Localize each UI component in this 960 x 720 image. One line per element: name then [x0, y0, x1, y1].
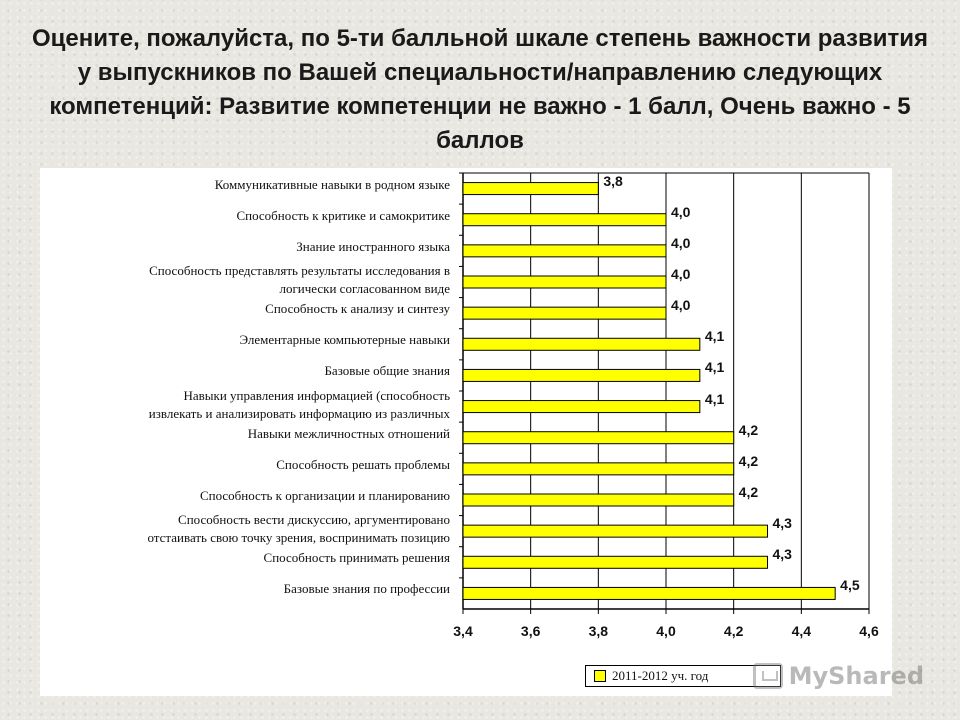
bar-value-label: 4,2	[738, 421, 759, 438]
bar-value-label: 4,2	[738, 452, 759, 469]
bar	[463, 245, 666, 257]
bar	[463, 369, 700, 381]
bar-value-label: 4,1	[704, 390, 725, 407]
bar-value-label: 4,2	[738, 484, 759, 500]
category-label	[30, 333, 450, 347]
category-label-line: Способность к анализу и синтезу	[265, 301, 450, 317]
category-label	[30, 458, 450, 472]
category-label	[30, 240, 450, 254]
legend-label: 2011-2012 уч. год	[612, 668, 709, 683]
category-label-line: отстаивать свою точку зрения, воспринимать позицию	[147, 530, 450, 546]
category-label-line: Способность принимать решения	[263, 550, 450, 566]
category-label-line: Способность решать проблемы	[276, 456, 450, 472]
bar-value-label: 3,8	[603, 172, 623, 189]
category-label-line: Способность к организации и планированию	[199, 488, 450, 503]
category-label-line: логически согласованном виде	[279, 281, 450, 296]
category-label	[30, 209, 450, 223]
category-label	[30, 387, 450, 423]
chart-panel	[40, 168, 892, 696]
bar	[463, 556, 768, 568]
category-label	[30, 364, 450, 378]
x-tick-label: 4,4	[791, 623, 812, 639]
bar	[463, 463, 734, 475]
bar-value-label: 4,0	[671, 234, 691, 251]
category-label-line: Способность вести дискуссию, аргументировано	[178, 512, 450, 528]
bar	[463, 494, 734, 506]
x-tick-label: 3,8	[588, 623, 609, 639]
x-tick-label: 4,2	[723, 623, 744, 639]
category-label	[30, 262, 450, 298]
category-label	[30, 582, 450, 596]
bar-value-label: 4,0	[671, 203, 691, 220]
bar-value-label: 4,3	[772, 515, 792, 532]
category-label	[30, 178, 450, 192]
bar	[463, 183, 598, 195]
category-label	[30, 427, 450, 441]
bar	[463, 525, 768, 537]
bar-value-label: 4,0	[671, 297, 691, 314]
bar-value-label: 4,0	[671, 266, 691, 282]
legend-swatch	[594, 670, 606, 682]
legend	[585, 665, 781, 687]
category-label-line: Элементарные компьютерные навыки	[239, 332, 450, 348]
bar	[463, 276, 666, 288]
category-label	[30, 302, 450, 316]
category-label	[30, 551, 450, 565]
category-label-line: Коммуникативные навыки в родном языке	[214, 176, 450, 192]
category-label-line: Навыки межличностных отношений	[247, 425, 450, 441]
bar-value-label: 4,1	[704, 328, 725, 345]
category-label-line: Знание иностранного языка	[296, 238, 450, 254]
x-tick-label: 3,4	[453, 623, 473, 639]
myshared-logo-icon	[753, 663, 783, 689]
x-tick-label: 4,0	[656, 623, 676, 639]
category-label-line: Базовые знания по профессии	[283, 581, 450, 597]
bar-value-label: 4,5	[840, 577, 860, 594]
category-label	[30, 511, 450, 547]
category-label-line: извлекать и анализировать информацию из различных	[148, 405, 450, 421]
bar	[463, 432, 734, 444]
x-tick-label: 4,6	[859, 623, 879, 639]
category-label-line: Навыки управления информацией (способность	[183, 387, 450, 403]
bar-value-label: 4,1	[704, 359, 725, 376]
bar	[463, 587, 835, 599]
x-tick-label: 3,6	[520, 623, 541, 639]
watermark	[753, 662, 924, 690]
category-label-line: Базовые общие знания	[324, 363, 450, 379]
watermark-text: MyShared	[788, 662, 924, 690]
category-label-line: Способность представлять результаты исследования в	[149, 263, 450, 278]
bar	[463, 307, 666, 319]
bar	[463, 214, 666, 226]
bar-value-label: 4,3	[772, 546, 792, 563]
bar	[463, 401, 700, 413]
category-label	[30, 489, 450, 503]
bar	[463, 338, 700, 350]
chart-title: Оцените, пожалуйста, по 5-ти балльной шкале степень важности развития у выпускников по Вашей специальности/направлению следующих компетенций: Развитие компетенции не важно - 1 балл, Очень важно - 5 баллов	[31, 25, 929, 154]
category-label-line: Способность к критике и самокритике	[236, 207, 450, 223]
